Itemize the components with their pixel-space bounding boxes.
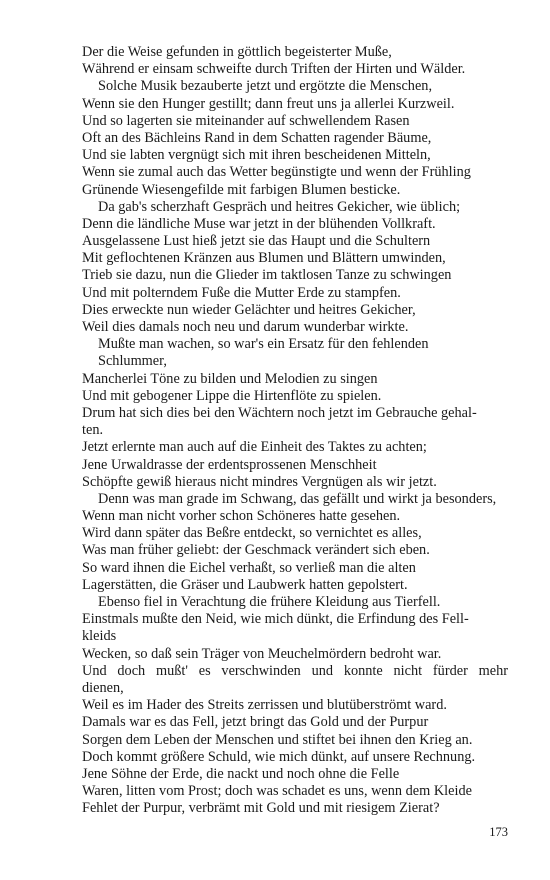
text-line: Schöpfte gewiß hieraus nicht mindres Vergnügen als wir jetzt. bbox=[82, 473, 437, 490]
text-line: Einstmals mußte den Neid, wie mich dünkt, die Erfindung des Fell- bbox=[82, 611, 469, 628]
text-line: Denn was man grade im Schwang, das gefällt und wirkt ja besonders, bbox=[98, 490, 497, 507]
text-line: Wenn sie den Hunger gestillt; dann freut uns ja allerlei Kurzweil. bbox=[82, 95, 455, 112]
text-line: Der die Weise gefunden in göttlich begeisterter Muße, bbox=[82, 44, 392, 60]
text-line: Fehlet der Purpur, verbrämt mit Gold und mit riesigem Zierat? bbox=[82, 800, 440, 817]
text-line: Oft an des Bächleins Rand in dem Schatten ragender Bäume, bbox=[82, 129, 432, 146]
text-line: Und mit gebogener Lippe die Hirtenflöte zu spielen. bbox=[82, 387, 382, 404]
text-line: Jene Söhne der Erde, die nackt und noch ohne die Felle bbox=[82, 765, 400, 782]
text-line: Trieb sie dazu, nun die Glieder im taktlosen Tanze zu schwingen bbox=[82, 267, 452, 284]
text-line: Denn die ländliche Muse war jetzt in der blühenden Vollkraft. bbox=[82, 215, 436, 232]
text-line: Und so lagerten sie miteinander auf schwellendem Rasen bbox=[82, 112, 410, 129]
text-line: Lagerstätten, die Gräser und Laubwerk hatten gepolstert. bbox=[82, 576, 408, 593]
text-line: Was man früher geliebt: der Geschmack verändert sich eben. bbox=[82, 542, 430, 559]
text-block bbox=[82, 44, 508, 817]
text-line: Wenn man nicht vorher schon Schöneres hatte gesehen. bbox=[82, 508, 401, 525]
text-line: Doch kommt größere Schuld, wie mich dünkt, auf unsere Rechnung. bbox=[82, 748, 476, 765]
text-line: Grünende Wiesengefilde mit farbigen Blumen besticke. bbox=[82, 181, 401, 198]
text-line: ten. bbox=[82, 422, 104, 439]
text-line: So ward ihnen die Eichel verhaßt, so verließ man die alten bbox=[82, 559, 416, 576]
text-line: Wenn sie zumal auch das Wetter begünstigte und wenn der Frühling bbox=[82, 164, 471, 181]
text-line: Drum hat sich dies bei den Wächtern noch jetzt im Gebrauche gehal- bbox=[82, 404, 477, 421]
text-line: Ausgelassene Lust hieß jetzt sie das Haupt und die Schultern bbox=[82, 233, 431, 250]
text-line: Ebenso fiel in Verachtung die frühere Kleidung aus Tierfell. bbox=[98, 594, 441, 610]
text-line: Und doch mußt' es verschwinden und konnte nicht fürder mehr bbox=[82, 662, 508, 679]
text-line: Waren, litten vom Prost; doch was schadet es uns, wenn dem Kleide bbox=[82, 783, 472, 800]
text-line: Wird dann später das Beßre entdeckt, so vernichtet es alles, bbox=[82, 525, 422, 542]
text-line: Wecken, so daß sein Träger von Meuchelmördern bedroht war. bbox=[82, 645, 442, 662]
page-number: 173 bbox=[489, 825, 508, 839]
text-line: Sorgen dem Leben der Menschen und stiftet bei ihnen den Krieg an. bbox=[82, 731, 473, 748]
text-line: Und sie labten vergnügt sich mit ihren bescheidenen Mitteln, bbox=[82, 147, 431, 164]
text-line: Solche Musik bezauberte jetzt und ergötzte die Menschen, bbox=[98, 78, 433, 95]
text-line: kleids bbox=[82, 628, 117, 645]
text-line: Jene Urwaldrasse der erdentsprossenen Menschheit bbox=[82, 456, 377, 473]
text-line: Dies erweckte nun wieder Gelächter und heitres Gekicher, bbox=[82, 301, 416, 318]
text-line: Mancherlei Töne zu bilden und Melodien zu singen bbox=[82, 370, 378, 387]
text-line: Mit geflochtenen Kränzen aus Blumen und Blättern umwinden, bbox=[82, 250, 446, 267]
text-line: Weil dies damals noch neu und darum wunderbar wirkte. bbox=[82, 319, 409, 335]
text-line: Damals war es das Fell, jetzt bringt das Gold und der Purpur bbox=[82, 714, 429, 731]
text-line: Weil es im Hader des Streits zerrissen und blutüberströmt ward. bbox=[82, 697, 447, 714]
text-line: Während er einsam schweifte durch Triften der Hirten und Wälder. bbox=[82, 61, 466, 78]
text-line: Da gab's scherzhaft Gespräch und heitres Gekicher, wie üblich; bbox=[98, 198, 461, 215]
text-line: Mußte man wachen, so war's ein Ersatz für den fehlenden bbox=[98, 336, 429, 353]
text-line: Jetzt erlernte man auch auf die Einheit des Taktes zu achten; bbox=[82, 439, 427, 456]
text-line: Schlummer, bbox=[98, 353, 167, 370]
text-line: dienen, bbox=[82, 679, 124, 696]
text-line: Und mit polterndem Fuße die Mutter Erde zu stampfen. bbox=[82, 284, 401, 301]
